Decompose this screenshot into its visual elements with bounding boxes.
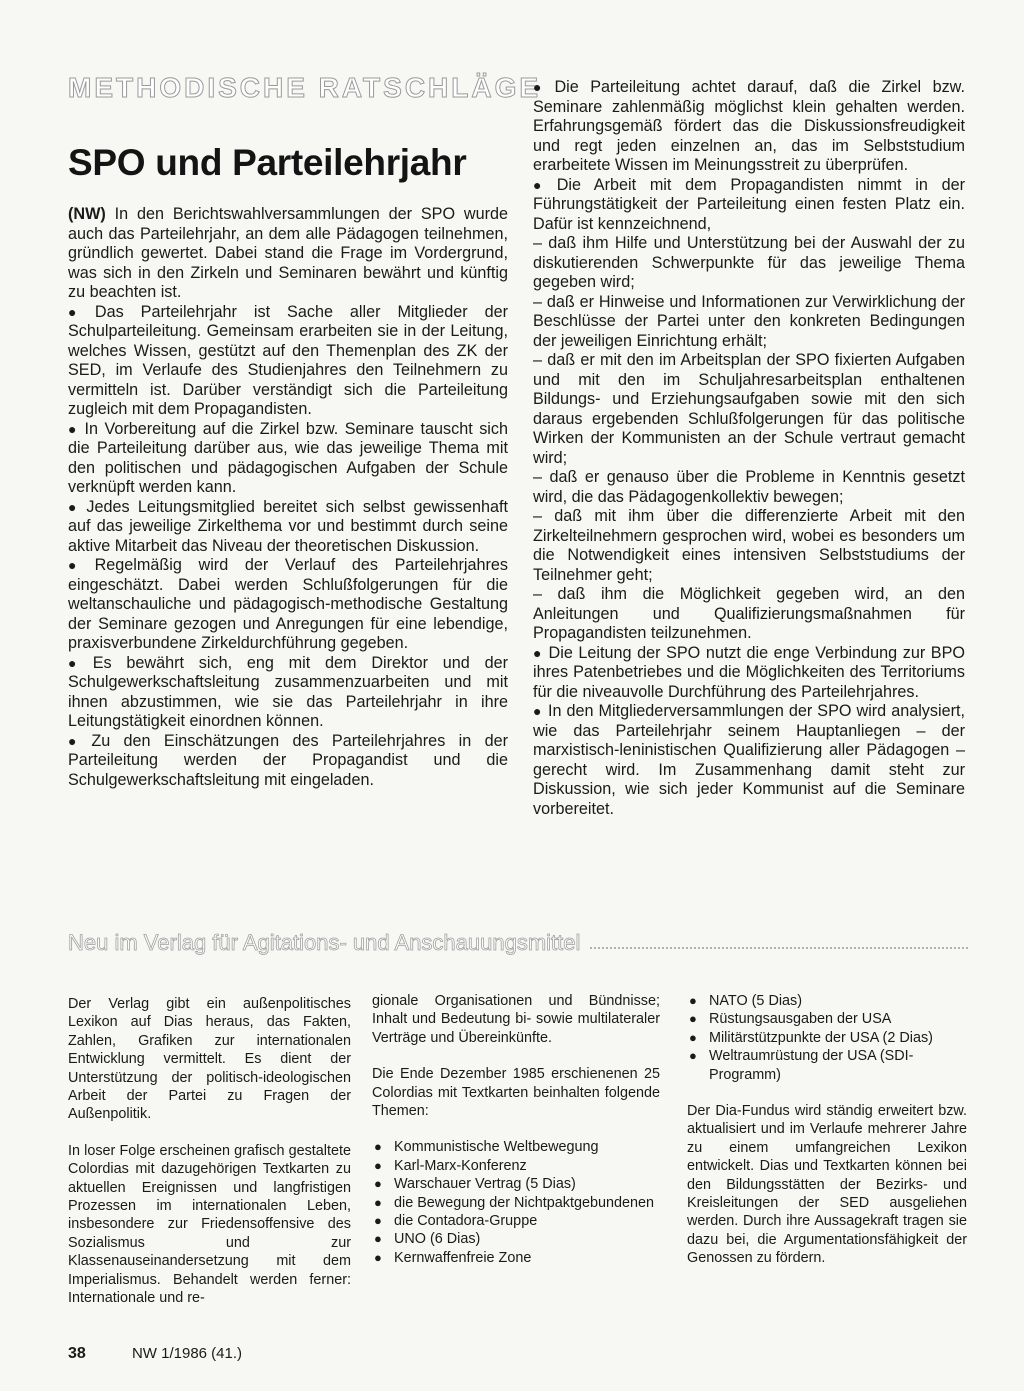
verlag-column-3 [687, 992, 967, 1286]
topic-list [372, 1138, 660, 1267]
intro-lead: (NW) [68, 205, 106, 223]
article-intro [68, 205, 508, 303]
point-paragraph: ● Zu den Einschätzungen des Parteilehrjahres in der Parteileitung werden der Propagandist und die Schulgewerkschaftsleitung mit eingeladen. [68, 732, 508, 791]
point-paragraph: ● In den Mitgliederversammlungen der SPO wird analysiert, wie das Parteilehrjahr seinem Hauptanliegen – der marxistisch-leninistischen Qualifizierung aller Pädagogen – gerecht wird. Im Zusammenhang damit steht zur Diskussion, wie sich jeder Kommunist auf die Seminare vorbereitet. [533, 702, 965, 819]
verlag-paragraph: Die Ende Dezember 1985 erschienenen 25 Colordias mit Textkarten beinhalten folgende Themen: [372, 1066, 660, 1120]
topic-item: ● Kommunistische Weltbewegung [372, 1138, 660, 1156]
verlag-paragraph: gionale Organisationen und Bündnisse; Inhalt und Bedeutung bi- sowie multilateraler Verträge und Übereinkünfte. [372, 993, 660, 1046]
dash-item: – daß ihm Hilfe und Unterstützung bei der Auswahl der zu diskutierenden Schwerpunkte für das jeweilige Thema gegeben wird; [533, 234, 965, 291]
section-kicker: METHODISCHE RATSCHLÄGE [68, 72, 542, 103]
issue-label: NW 1/1986 (41.) [131, 1345, 243, 1362]
banner-rule [590, 937, 968, 949]
verlag-paragraph: Der Verlag gibt ein außenpolitisches Lexikon auf Dias heraus, das Fakten, Zahlen, Grafiken zur internationalen Entwicklung vermittelt. Es dient der Unterstützung der politisch-ideologischen Arbeit der Partei zu Fragen der Außenpolitik. [68, 996, 351, 1123]
point-paragraph: ● Jedes Leitungsmitglied bereitet sich selbst gewissenhaft auf das jeweilige Zirkelthema vor und bestimmt durch seine aktive Mitarbeit das Niveau der theoretischen Diskussion. [68, 498, 508, 557]
topic-item: ● Karl-Marx-Konferenz [372, 1157, 660, 1175]
verlag-paragraph: Der Dia-Fundus wird ständig erweitert bzw. aktualisiert und im Verlaufe mehrerer Jahre zu einem umfangreichen Lexikon entwickelt. Dias und Textkarten können bei den Bildungsstätten der Bezirks- und Kreisleitungen der SED ausgeliehen werden. Durch ihre Aussagekraft tragen sie dazu bei, die Argumentationsfähigkeit der Genossen zu fördern. [687, 1103, 967, 1267]
point-paragraph: ● Regelmäßig wird der Verlauf des Parteilehrjahres eingeschätzt. Dabei werden Schlußfolgerungen für die weltanschauliche und pädagogisch-methodische Gestaltung der Seminare gezogen und Anregungen für eine lebendige, praxisverbundene Zirkeldurchführung gegeben. [68, 556, 508, 654]
topic-item: ● Warschauer Vertrag (5 Dias) [372, 1175, 660, 1193]
topic-item: ● Rüstungsausgaben der USA [687, 1010, 967, 1028]
topic-item: ● NATO (5 Dias) [687, 992, 967, 1010]
verlag-paragraph: In loser Folge erscheinen grafisch gestaltete Colordias mit dazugehörigen Textkarten zu aktuellen Ereignissen und langfristigen Prozessen im internationalen Leben, insbesondere zur Friedensoffensive des Sozialismus und zur Klassenauseinandersetzung mit dem Imperialismus. Behandelt werden ferner: Internationale und re- [68, 1142, 351, 1307]
dash-item: – daß mit ihm über die differenzierte Arbeit mit den Zirkelteilnehmern gesprochen wird, wobei es besonders um die Notwendigkeit eines intensiven Selbststudiums der Teilnehmer geht; [533, 507, 965, 584]
dash-item: – daß ihm die Möglichkeit gegeben wird, an den Anleitungen und Qualifizierungsmaßnahmen für Propagandisten teilzunehmen. [533, 585, 965, 642]
verlag-column-1 [68, 995, 351, 1326]
verlag-heading: Neu im Verlag für Agitations- und Anschauungsmittel [68, 930, 581, 955]
topic-item: ● Weltraumrüstung der USA (SDI-Programm) [687, 1047, 967, 1084]
verlag-banner [68, 930, 968, 956]
dash-item: – daß er mit den im Arbeitsplan der SPO fixierten Aufgaben und mit den im Schuljahresarbeitsplan enthaltenen Bildungs- und Erziehungsaufgaben sowie mit den sich daraus ergebenden Schlußfolgerungen für das politische Wirken der Kommunisten an der Schule vertraut gemacht wird; [533, 351, 965, 467]
topic-item: ● Kernwaffenfreie Zone [372, 1249, 660, 1267]
article-column-2 [533, 78, 965, 819]
point-paragraph: ● Die Parteileitung achtet darauf, daß die Zirkel bzw. Seminare zahlenmäßig möglichst klein gehalten werden. Erfahrungsgemäß fördert das die Diskussionsfreudigkeit und regt jeden einzelnen an, das im Selbststudium erarbeitete Wissen im Meinungsstreit zu überprüfen. [533, 78, 965, 176]
topic-item: ● die Contadora-Gruppe [372, 1212, 660, 1230]
point-paragraph: ● Das Parteilehrjahr ist Sache aller Mitglieder der Schulparteileitung. Gemeinsam erarbeiten sie in der Leitung, welches Wissen, gestützt auf den Themenplan des ZK der SED, im Verlaufe des Studienjahres den Teilnehmern zu vermitteln ist. Darüber verständigt sich die Parteileitung zugleich mit dem Propagandisten. [68, 303, 508, 420]
page-number: 38 [68, 1345, 86, 1362]
topic-item: ● UNO (6 Dias) [372, 1230, 660, 1248]
topic-list [687, 992, 967, 1084]
point-paragraph: ● Die Leitung der SPO nutzt die enge Verbindung zur BPO ihres Patenbetriebes und die Möglichkeiten des Territoriums für die niveauvolle Durchführung des Parteilehrjahres. [533, 644, 965, 703]
topic-item: ● Militärstützpunkte der USA (2 Dias) [687, 1029, 967, 1047]
page-footer [68, 1345, 242, 1363]
article-title: SPO und Parteilehrjahr [68, 142, 467, 183]
intro-text: In den Berichtswahlversammlungen der SPO wurde auch das Parteilehrjahr, an dem alle Pädagogen teilnehmen, gründlich gewertet. Dabei stand die Frage im Vordergrund, was sich in den Zirkeln und Seminaren bewährt und künftig zu beachten ist. [68, 205, 508, 301]
dash-item: – daß er Hinweise und Informationen zur Verwirklichung der Beschlüsse der Partei unter den konkreten Bedingungen der jeweiligen Einrichtung erhält; [533, 292, 965, 350]
verlag-column-2 [372, 992, 660, 1267]
point-paragraph: ● In Vorbereitung auf die Zirkel bzw. Seminare tauscht sich die Parteileitung darüber aus, wie das jeweilige Thema mit den politischen und pädagogischen Aufgaben der Schule verknüpft werden kann. [68, 420, 508, 498]
point-paragraph: ● Die Arbeit mit dem Propagandisten nimmt in der Führungstätigkeit der Parteileitung einen festen Platz ein. Dafür ist kennzeichnend, [533, 176, 965, 235]
article-column-1 [68, 205, 508, 790]
topic-item: ● die Bewegung der Nichtpaktgebundenen [372, 1194, 660, 1212]
point-paragraph: ● Es bewährt sich, eng mit dem Direktor und der Schulgewerkschaftsleitung zusammenzuarbeiten und mit ihnen abzustimmen, wie sie das Parteilehrjahr in ihre Leitungstätigkeit einordnen können. [68, 654, 508, 732]
dash-item: – daß er genauso über die Probleme in Kenntnis gesetzt wird, die das Pädagogenkollektiv bewegen; [533, 468, 965, 506]
